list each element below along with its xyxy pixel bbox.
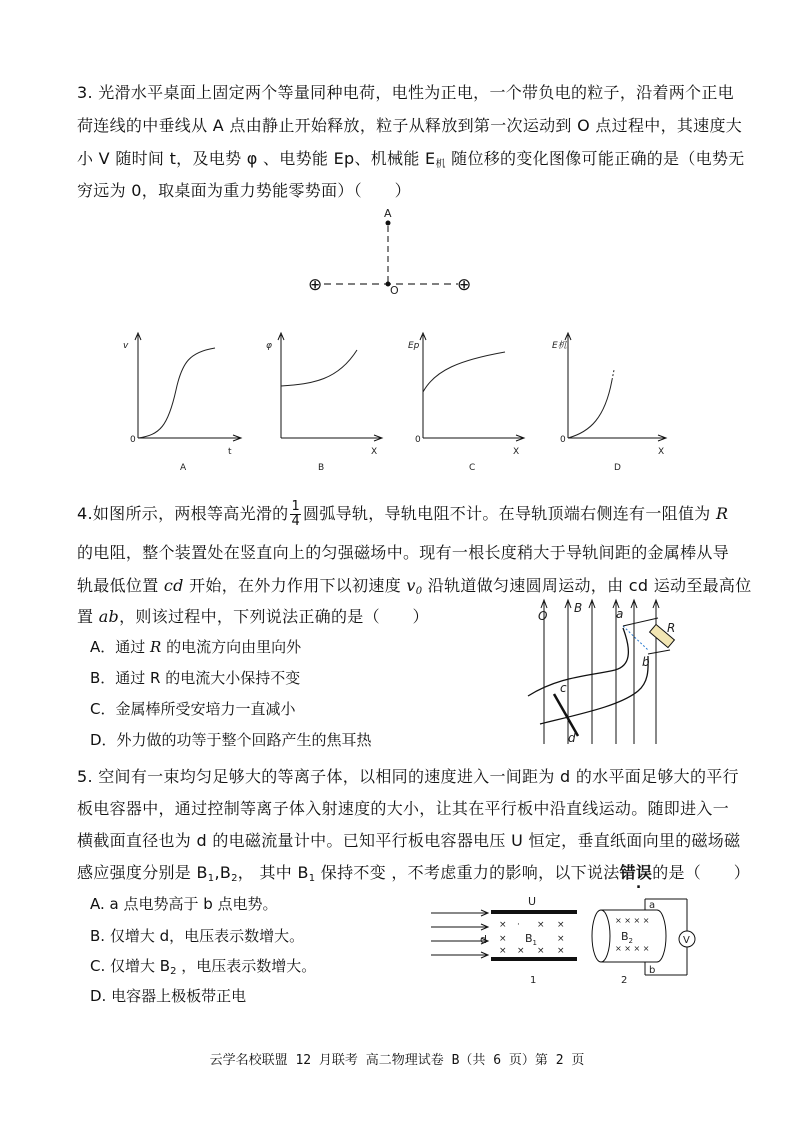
svg-text:0: 0 [415,435,421,445]
svg-text:d: d [480,933,487,946]
svg-text:d: d [568,731,576,745]
svg-text:E机: E机 [552,341,567,351]
label-O: O [390,284,399,297]
svg-text:×: × [517,946,525,956]
svg-text:×: × [537,920,545,930]
page-footer: 云学名校联盟 12 月联考 高二物理试卷 B（共 6 页）第 2 页 [209,1053,585,1068]
svg-text:×: × [499,946,507,956]
svg-text:t: t [228,447,232,457]
q5-option-a[interactable]: A. a 点电势高于 b 点电势。 [90,895,278,913]
svg-text:A: A [180,463,187,473]
svg-text:·: · [517,920,520,930]
svg-text:B: B [318,463,325,473]
voltmeter-icon: V [683,935,690,946]
svg-text:× × × ×: × × × × [615,916,650,925]
svg-text:B: B [574,601,583,615]
q5-line-4: 感应强度分别是 $B_1,B_2$， 其中 $B_1$ 保持不变 ，不考虑重力的影响，以下说法错误的是（ ） [77,863,751,884]
svg-text:φ: φ [266,341,272,351]
q5-line-1: 5. 空间有一束均匀足够大的等离子体，以相同的速度进入一间距为 d 的水平面足够大的平行 [77,767,739,786]
q4-line-3: 轨最低位置 cd 开始，在外力作用下以初速度 $v_0$ 沿轨道做匀速圆周运动，由 cd 运动至最高位 [77,576,752,597]
svg-text:a: a [649,900,656,911]
q3-line-2: 荷连线的中垂线从 A 点由静止开始释放，粒子从释放到第一次运动到 O 点过程中，其速度大 [77,116,743,135]
q4-option-a[interactable]: A．通过 R 的电流方向由里向外 [90,638,302,656]
svg-text:c: c [560,681,567,695]
svg-text:2: 2 [621,975,628,986]
svg-text:b: b [649,965,656,976]
graph-C [408,333,524,473]
svg-text:X: X [371,447,378,457]
svg-text:R: R [667,621,676,635]
svg-text:×: × [499,934,507,944]
svg-text:D: D [614,463,621,473]
q3-graphs [120,330,680,475]
svg-text:Ep: Ep [408,341,420,351]
q3-line-1: 3. 光滑水平桌面上固定两个等量同种电荷，电性为正电，一个带负电的粒子，沿着两个正电 [77,83,734,102]
q3-charge-figure [300,200,480,300]
svg-text:C: C [469,463,476,473]
q4-line-1: 4.如图所示，两根等高光滑的 $\frac{1}{4}$ 圆弧导轨，导轨电阻不计。在导轨顶端右侧连有一阻值为 R [77,499,729,529]
q4-line-4: 置 ab，则该过程中，下列说法正确的是（ ） [77,607,429,626]
svg-text:0: 0 [560,435,566,445]
right-charge-icon: ⊕ [457,275,472,295]
graph-A [123,333,241,473]
q5-line-3: 横截面直径也为 d 的电磁流量计中。已知平行板电容器电压 U 恒定，垂直纸面向里的磁场磁 [77,831,741,850]
graph-B [266,333,382,473]
svg-text:O: O [538,609,548,623]
q4-rail-figure [520,596,690,746]
q4-option-b[interactable]: B．通过 R 的电流大小保持不变 [90,669,301,687]
q5-option-d[interactable]: D. 电容器上极板带正电 [90,987,247,1005]
svg-text:U: U [528,895,537,908]
q4-option-d[interactable]: D．外力做的功等于整个回路产生的焦耳热 [90,731,372,749]
svg-text:b: b [642,655,650,669]
svg-text:0: 0 [130,435,136,445]
q5-option-c[interactable]: C. 仅增大 $B_2$ ，电压表示数增大。 [90,957,317,977]
svg-text:B1: $B_1$ [525,932,538,947]
q3-line-4: 穷远为 0，取桌面为重力势能零势面）（ ） [77,181,411,200]
svg-text:v: v [123,341,129,351]
label-A: A [384,207,392,220]
svg-text:×: × [557,934,565,944]
svg-text:1: 1 [530,975,537,986]
q5-flowmeter-figure [425,893,715,993]
graph-D [552,333,666,473]
svg-text:B2: $B_2$ [621,930,634,945]
svg-text:×: × [557,920,565,930]
q5-line-2: 板电容器中，通过控制等离子体入射速度的大小，让其在平行板中沿直线运动。随即进入一 [77,799,730,818]
svg-text:X: X [513,447,520,457]
q4-option-c[interactable]: C．金属棒所受安培力一直减小 [90,700,296,718]
svg-text:× × × ×: × × × × [615,944,650,953]
svg-text:a: a [616,607,624,621]
q3-line-3: 小 V 随时间 t，及电势 φ 、电势能 Ep、机械能 $E_机$ 随位移的变化图像可能正确的是（电势无 [77,149,745,170]
svg-text:×: × [499,920,507,930]
q4-line-2: 的电阻，整个装置处在竖直向上的匀强磁场中。现有一根长度稍大于导轨间距的金属棒从导 [77,543,730,562]
svg-text:X: X [658,447,665,457]
svg-text:×: × [537,946,545,956]
fraction-one-quarter: $\frac{1}{4}$ [291,499,301,529]
left-charge-icon: ⊕ [308,275,323,295]
svg-text:×: × [557,946,565,956]
q5-option-b[interactable]: B. 仅增大 d，电压表示数增大。 [90,927,305,945]
